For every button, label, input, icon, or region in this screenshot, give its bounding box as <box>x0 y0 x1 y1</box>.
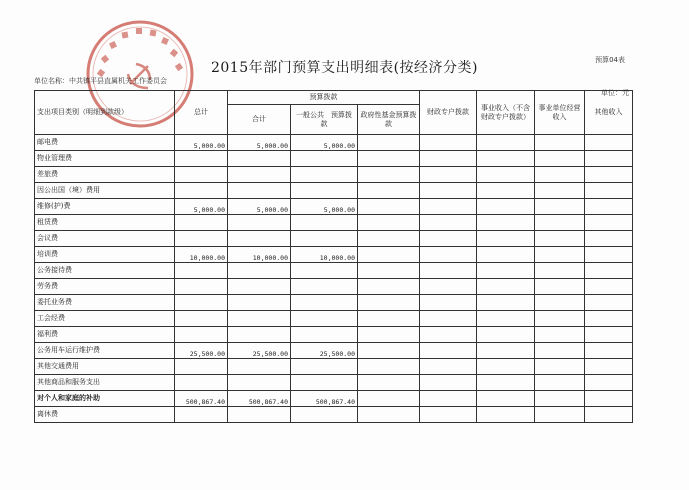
row-label: 物业管理费 <box>35 151 175 167</box>
cell-subtotal: 5,000.00 <box>228 199 291 215</box>
cell-general-budget <box>291 151 358 167</box>
row-label: 其他交通费用 <box>35 359 175 375</box>
cell-gov-fund <box>358 295 420 311</box>
cell-other-income <box>585 183 633 199</box>
table-row <box>35 311 633 327</box>
header-career-income: 事业收入（不含财政专户拨款） <box>477 91 535 135</box>
cell-unit-operating-income <box>535 311 585 327</box>
cell-career-income <box>477 167 535 183</box>
row-label: 劳务费 <box>35 279 175 295</box>
cell-unit-operating-income <box>535 215 585 231</box>
cell-total <box>175 375 228 391</box>
cell-other-income <box>585 231 633 247</box>
cell-general-budget: 10,000.00 <box>291 247 358 263</box>
cell-subtotal <box>228 279 291 295</box>
cell-special-account <box>420 391 477 407</box>
cell-unit-operating-income <box>535 151 585 167</box>
cell-general-budget <box>291 279 358 295</box>
cell-career-income <box>477 375 535 391</box>
cell-general-budget <box>291 407 358 423</box>
cell-special-account <box>420 215 477 231</box>
header-general-budget: 一般公共 预算拨款 <box>291 105 358 135</box>
cell-general-budget <box>291 231 358 247</box>
cell-career-income <box>477 311 535 327</box>
cell-gov-fund <box>358 231 420 247</box>
row-label: 因公出国（境）费用 <box>35 183 175 199</box>
cell-total <box>175 295 228 311</box>
cell-total <box>175 327 228 343</box>
cell-gov-fund <box>358 167 420 183</box>
row-label: 会议费 <box>35 231 175 247</box>
currency-unit: 单位：元 <box>601 89 629 97</box>
cell-career-income <box>477 215 535 231</box>
cell-gov-fund <box>358 343 420 359</box>
cell-career-income <box>477 151 535 167</box>
cell-special-account <box>420 343 477 359</box>
cell-general-budget <box>291 215 358 231</box>
table-row <box>35 215 633 231</box>
cell-subtotal <box>228 231 291 247</box>
cell-career-income <box>477 231 535 247</box>
table-row <box>35 183 633 199</box>
cell-subtotal <box>228 311 291 327</box>
cell-unit-operating-income <box>535 279 585 295</box>
cell-special-account <box>420 199 477 215</box>
table-row <box>35 151 633 167</box>
cell-gov-fund <box>358 215 420 231</box>
cell-total <box>175 167 228 183</box>
cell-subtotal <box>228 215 291 231</box>
cell-subtotal <box>228 151 291 167</box>
cell-total <box>175 215 228 231</box>
cell-unit-operating-income <box>535 231 585 247</box>
row-label: 委托业务费 <box>35 295 175 311</box>
header-subtotal: 合计 <box>228 105 291 135</box>
cell-subtotal <box>228 263 291 279</box>
row-label: 培训费 <box>35 247 175 263</box>
cell-special-account <box>420 279 477 295</box>
table-row <box>35 391 633 407</box>
cell-career-income <box>477 295 535 311</box>
cell-total <box>175 311 228 327</box>
cell-subtotal: 25,500.00 <box>228 343 291 359</box>
cell-unit-operating-income <box>535 247 585 263</box>
form-number: 预算04表 <box>595 56 625 64</box>
cell-total <box>175 359 228 375</box>
cell-total <box>175 263 228 279</box>
cell-general-budget: 25,500.00 <box>291 343 358 359</box>
row-label: 离休费 <box>35 407 175 423</box>
page-title: 2015年部门预算支出明细表(按经济分类) <box>210 60 479 76</box>
row-label: 其他商品和服务支出 <box>35 375 175 391</box>
cell-unit-operating-income <box>535 135 585 151</box>
cell-gov-fund <box>358 263 420 279</box>
table-row <box>35 343 633 359</box>
row-label: 工会经费 <box>35 311 175 327</box>
cell-special-account <box>420 407 477 423</box>
cell-unit-operating-income <box>535 327 585 343</box>
cell-special-account <box>420 231 477 247</box>
row-label: 公务接待费 <box>35 263 175 279</box>
row-label: 邮电费 <box>35 135 175 151</box>
cell-other-income <box>585 167 633 183</box>
table-row <box>35 263 633 279</box>
cell-unit-operating-income <box>535 183 585 199</box>
cell-total: 5,000.00 <box>175 135 228 151</box>
cell-career-income <box>477 135 535 151</box>
cell-other-income <box>585 311 633 327</box>
cell-special-account <box>420 263 477 279</box>
cell-total <box>175 151 228 167</box>
cell-special-account <box>420 327 477 343</box>
cell-total <box>175 279 228 295</box>
row-label: 对个人和家庭的补助 <box>35 391 175 407</box>
cell-general-budget <box>291 263 358 279</box>
cell-gov-fund <box>358 135 420 151</box>
cell-unit-operating-income <box>535 391 585 407</box>
cell-gov-fund <box>358 151 420 167</box>
cell-gov-fund <box>358 407 420 423</box>
cell-career-income <box>477 247 535 263</box>
cell-gov-fund <box>358 247 420 263</box>
cell-general-budget <box>291 311 358 327</box>
cell-special-account <box>420 183 477 199</box>
cell-other-income <box>585 151 633 167</box>
cell-unit-operating-income <box>535 375 585 391</box>
cell-unit-operating-income <box>535 359 585 375</box>
cell-general-budget <box>291 167 358 183</box>
cell-subtotal <box>228 375 291 391</box>
cell-subtotal <box>228 359 291 375</box>
cell-total: 5,000.00 <box>175 199 228 215</box>
cell-other-income <box>585 375 633 391</box>
header-unit-operating-income: 事业单位经营收入 <box>535 91 585 135</box>
cell-unit-operating-income <box>535 199 585 215</box>
cell-special-account <box>420 311 477 327</box>
table-row <box>35 295 633 311</box>
cell-unit-operating-income <box>535 407 585 423</box>
cell-special-account <box>420 151 477 167</box>
row-label: 福利费 <box>35 327 175 343</box>
cell-total: 10,000.00 <box>175 247 228 263</box>
cell-gov-fund <box>358 327 420 343</box>
cell-special-account <box>420 375 477 391</box>
table-row <box>35 359 633 375</box>
cell-other-income <box>585 215 633 231</box>
cell-special-account <box>420 167 477 183</box>
cell-special-account <box>420 295 477 311</box>
cell-career-income <box>477 407 535 423</box>
cell-general-budget <box>291 359 358 375</box>
cell-other-income <box>585 135 633 151</box>
cell-other-income <box>585 247 633 263</box>
cell-other-income <box>585 295 633 311</box>
cell-career-income <box>477 359 535 375</box>
header-budget-allocation: 预算拨款 <box>228 91 420 105</box>
cell-total: 500,867.40 <box>175 391 228 407</box>
cell-career-income <box>477 391 535 407</box>
cell-career-income <box>477 183 535 199</box>
table-row <box>35 135 633 151</box>
row-label: 公务用车运行维护费 <box>35 343 175 359</box>
cell-other-income <box>585 407 633 423</box>
cell-gov-fund <box>358 311 420 327</box>
cell-other-income <box>585 199 633 215</box>
header-special-account: 财政专户拨款 <box>420 91 477 135</box>
cell-general-budget <box>291 375 358 391</box>
table-row <box>35 375 633 391</box>
cell-general-budget: 5,000.00 <box>291 199 358 215</box>
unit-name: 单位名称：中共镇平县直属机关工作委员会 <box>34 77 167 85</box>
cell-special-account <box>420 135 477 151</box>
cell-subtotal <box>228 327 291 343</box>
cell-unit-operating-income <box>535 343 585 359</box>
cell-other-income <box>585 359 633 375</box>
cell-unit-operating-income <box>535 295 585 311</box>
header-item-category: 支出项目类别（明细到款级） <box>35 91 175 135</box>
cell-subtotal: 10,000.00 <box>228 247 291 263</box>
cell-general-budget <box>291 295 358 311</box>
cell-gov-fund <box>358 375 420 391</box>
cell-subtotal <box>228 167 291 183</box>
cell-total <box>175 183 228 199</box>
cell-other-income <box>585 327 633 343</box>
table-row <box>35 327 633 343</box>
cell-career-income <box>477 327 535 343</box>
cell-general-budget <box>291 327 358 343</box>
cell-gov-fund <box>358 279 420 295</box>
cell-unit-operating-income <box>535 263 585 279</box>
table-row <box>35 231 633 247</box>
cell-special-account <box>420 359 477 375</box>
header-total: 总计 <box>175 91 228 135</box>
cell-general-budget <box>291 183 358 199</box>
cell-other-income <box>585 263 633 279</box>
cell-career-income <box>477 279 535 295</box>
row-label: 维修(护)费 <box>35 199 175 215</box>
cell-subtotal <box>228 183 291 199</box>
header-other-income: 其他收入 <box>585 91 633 135</box>
cell-career-income <box>477 343 535 359</box>
cell-subtotal <box>228 407 291 423</box>
cell-career-income <box>477 199 535 215</box>
table-row <box>35 247 633 263</box>
cell-gov-fund <box>358 199 420 215</box>
cell-other-income <box>585 279 633 295</box>
cell-unit-operating-income <box>535 167 585 183</box>
cell-subtotal: 5,000.00 <box>228 135 291 151</box>
budget-table <box>34 90 633 423</box>
cell-general-budget: 5,000.00 <box>291 135 358 151</box>
cell-other-income <box>585 343 633 359</box>
cell-gov-fund <box>358 391 420 407</box>
row-label: 租赁费 <box>35 215 175 231</box>
table-row <box>35 407 633 423</box>
cell-subtotal <box>228 295 291 311</box>
cell-other-income <box>585 391 633 407</box>
cell-gov-fund <box>358 183 420 199</box>
cell-subtotal: 500,867.40 <box>228 391 291 407</box>
cell-general-budget: 500,867.40 <box>291 391 358 407</box>
cell-gov-fund <box>358 359 420 375</box>
table-row <box>35 279 633 295</box>
header-gov-fund: 政府性基金预算拨款 <box>358 105 420 135</box>
cell-total: 25,500.00 <box>175 343 228 359</box>
cell-special-account <box>420 247 477 263</box>
cell-career-income <box>477 263 535 279</box>
row-label: 差旅费 <box>35 167 175 183</box>
cell-total <box>175 407 228 423</box>
table-row <box>35 167 633 183</box>
table-row <box>35 199 633 215</box>
cell-total <box>175 231 228 247</box>
